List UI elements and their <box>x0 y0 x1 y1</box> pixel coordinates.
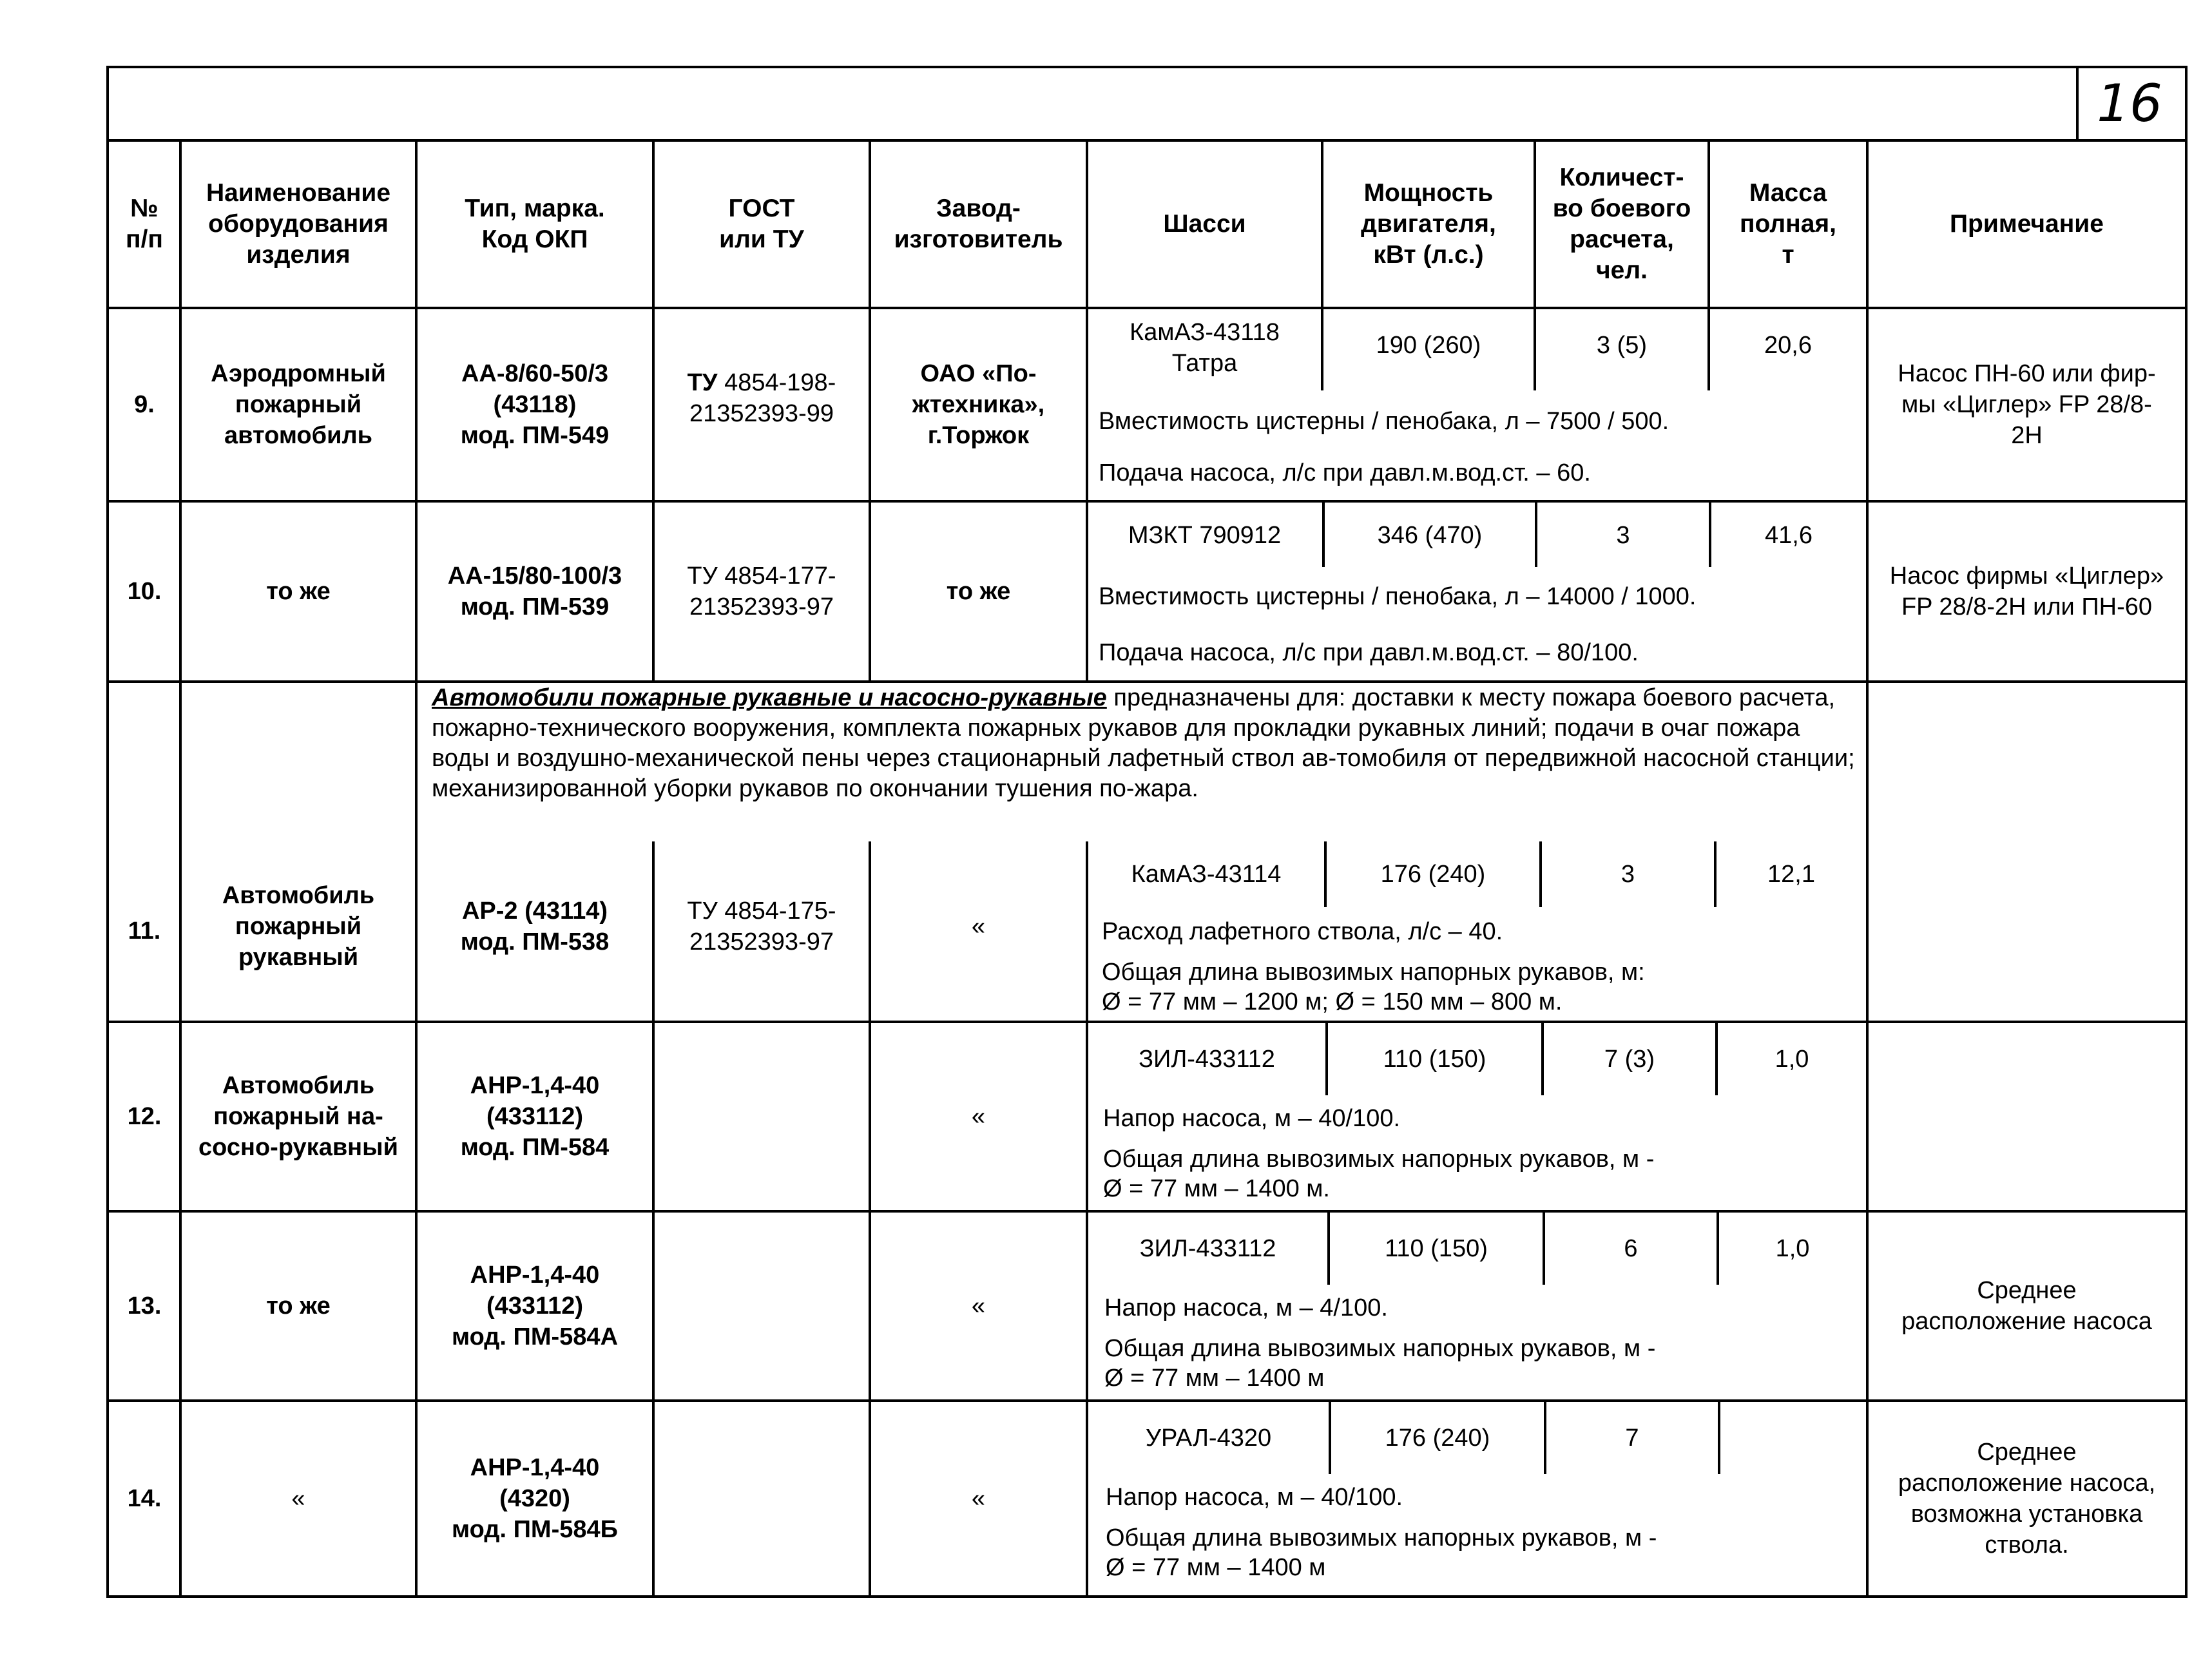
table-top-border <box>106 66 2188 68</box>
row-mass <box>1720 1402 1866 1474</box>
row-name: « <box>291 1485 305 1512</box>
row-mass: 1,0 <box>1774 1046 1809 1073</box>
row-detail-2: Общая длина вывозимых напорных рукавов, м - Ø = 77 мм – 1400 м <box>1106 1524 1657 1581</box>
row-crew: 3 <box>1621 861 1635 888</box>
row-gost <box>655 1402 869 1595</box>
row-type: АА-15/80-100/3 мод. ПМ-539 <box>447 562 622 620</box>
table-bottom-border <box>106 1595 2188 1598</box>
group-description <box>432 683 1856 841</box>
row-crew: 7 (3) <box>1604 1046 1655 1073</box>
header-maker: Завод- изготовитель <box>894 195 1063 253</box>
row-num: 12. <box>127 1103 162 1130</box>
row-mass: 12,1 <box>1767 861 1815 888</box>
header-crew: Количест- во боевого расчета, чел. <box>1552 164 1691 284</box>
row-detail-1: Вместимость цистерны / пенобака, л – 14000 / 1000. <box>1099 583 1697 610</box>
row-chassis: МЗКТ 790912 <box>1128 522 1282 549</box>
row-detail-1: Напор насоса, м – 40/100. <box>1103 1105 1401 1132</box>
row-detail-1: Напор насоса, м – 40/100. <box>1106 1484 1403 1511</box>
row-detail-2: Общая длина вывозимых напорных рукавов, м: Ø = 77 мм – 1200 м; Ø = 150 мм – 800 м. <box>1102 959 1645 1015</box>
row-crew: 7 <box>1625 1425 1639 1452</box>
gost-prefix: ТУ <box>687 369 718 396</box>
row-detail-1: Вместимость цистерны / пенобака, л – 7500 / 500. <box>1099 408 1669 435</box>
row-mass: 41,6 <box>1765 522 1813 549</box>
row-gost <box>655 1213 869 1399</box>
row-note: Насос фирмы «Циглер» FP 28/8-2H или ПН-60 <box>1889 562 2164 620</box>
row-power: 346 (470) <box>1377 522 1483 549</box>
header-power: Мощность двигателя, кВт (л.с.) <box>1361 179 1496 269</box>
row-note <box>1869 1023 2185 1210</box>
gost-value: 4854-198- 21352393-99 <box>689 369 836 427</box>
row-crew: 3 (5) <box>1596 332 1648 359</box>
row-chassis: УРАЛ-4320 <box>1145 1425 1272 1452</box>
header-type: Тип, марка. Код ОКП <box>465 195 605 253</box>
row-power: 176 (240) <box>1385 1425 1490 1452</box>
row-type: АА-8/60-50/3 (43118) мод. ПМ-549 <box>460 360 610 449</box>
row-detail-1: Напор насоса, м – 4/100. <box>1104 1294 1388 1321</box>
table-right-border <box>2185 66 2188 1598</box>
row-maker: « <box>971 913 986 940</box>
row-detail-1: Расход лафетного ствола, л/с – 40. <box>1102 918 1503 945</box>
row-chassis: ЗИЛ-433112 <box>1139 1046 1275 1073</box>
row-num: 10. <box>127 578 162 605</box>
row-crew: 3 <box>1616 522 1630 549</box>
row-chassis: ЗИЛ-433112 <box>1139 1235 1276 1262</box>
row-type: АНР-1,4-40 (4320) мод. ПМ-584Б <box>452 1454 618 1543</box>
row-num: 11. <box>128 917 161 945</box>
table-left-border <box>106 66 109 1598</box>
row-maker: « <box>971 1103 986 1130</box>
row-type: АР-2 (43114) мод. ПМ-538 <box>460 897 610 955</box>
row-note: Среднее расположение насоса, возможна установка ствола. <box>1898 1439 2156 1559</box>
row-num: 14. <box>127 1485 162 1512</box>
group-description-text: предназначены для: доставки к месту пожара боевого расчета, пожарно-технического вооружения, комплекта пожарных рукавов для прокладки рукавных линий; подачи в очаг пожара воды и воздушно-механической пены через стационарный лафетный ствол ав-томобиля от передвижной насосной станции; механизированной уборки рукавов по окончании тушения по-жара. <box>432 684 1855 802</box>
row-power: 110 (150) <box>1383 1046 1486 1073</box>
header-note: Примечание <box>1950 210 2104 238</box>
row-power: 190 (260) <box>1376 332 1481 359</box>
header-chassis: Шасси <box>1163 210 1246 238</box>
row-maker: « <box>971 1292 986 1320</box>
row-name: то же <box>266 1292 331 1320</box>
row-type: АНР-1,4-40 (433112) мод. ПМ-584 <box>460 1072 610 1161</box>
row-name: Автомобиль пожарный рукавный <box>222 882 375 971</box>
group-description-title: Автомобили пожарные рукавные и насосно-рукавные <box>432 684 1107 711</box>
row-detail-2: Подача насоса, л/с при давл.м.вод.ст. – 60. <box>1099 459 1591 486</box>
row-type: АНР-1,4-40 (433112) мод. ПМ-584А <box>451 1262 619 1350</box>
row-crew: 6 <box>1624 1235 1638 1262</box>
row-mass: 1,0 <box>1775 1235 1810 1262</box>
row-chassis: КамАЗ-43114 <box>1131 861 1282 888</box>
row-name: то же <box>266 578 331 605</box>
row-detail-2: Подача насоса, л/с при давл.м.вод.ст. – 80/100. <box>1099 639 1639 666</box>
page-number: 16 <box>2097 73 2162 133</box>
header-name: Наименование оборудования изделия <box>206 179 391 269</box>
row-gost <box>655 1023 869 1210</box>
row-note: Среднее расположение насоса <box>1901 1277 2152 1335</box>
row-power: 110 (150) <box>1385 1235 1488 1262</box>
header-num: № п/п <box>126 195 163 253</box>
row-gost: ТУ 4854-177- 21352393-97 <box>687 562 836 620</box>
page-number-box-border <box>2076 66 2079 140</box>
row-num: 13. <box>127 1292 162 1320</box>
row-detail-2: Общая длина вывозимых напорных рукавов, м - Ø = 77 мм – 1400 м <box>1104 1335 1656 1392</box>
row-gost <box>655 309 869 500</box>
row-detail-2: Общая длина вывозимых напорных рукавов, м - Ø = 77 мм – 1400 м. <box>1103 1146 1655 1202</box>
row-maker: ОАО «По- жтехника», г.Торжок <box>912 360 1045 449</box>
row-name: Аэродромный пожарный автомобиль <box>211 360 386 449</box>
row-gost: ТУ 4854-175- 21352393-97 <box>687 897 836 955</box>
row-note: Насос ПН-60 или фир- мы «Циглер» FP 28/8- 2H <box>1898 360 2156 449</box>
row-note <box>1869 841 2185 1021</box>
row-power: 176 (240) <box>1380 861 1486 888</box>
row-name: Автомобиль пожарный на- сосно-рукавный <box>198 1072 398 1161</box>
row-maker: то же <box>946 578 1011 605</box>
row-mass: 20,6 <box>1764 332 1812 359</box>
row-num: 9. <box>134 391 155 418</box>
row-chassis: КамАЗ-43118 Татра <box>1130 319 1280 377</box>
header-mass: Масса полная, т <box>1739 179 1837 269</box>
header-gost: ГОСТ или ТУ <box>719 195 804 253</box>
row-maker: « <box>971 1485 986 1512</box>
